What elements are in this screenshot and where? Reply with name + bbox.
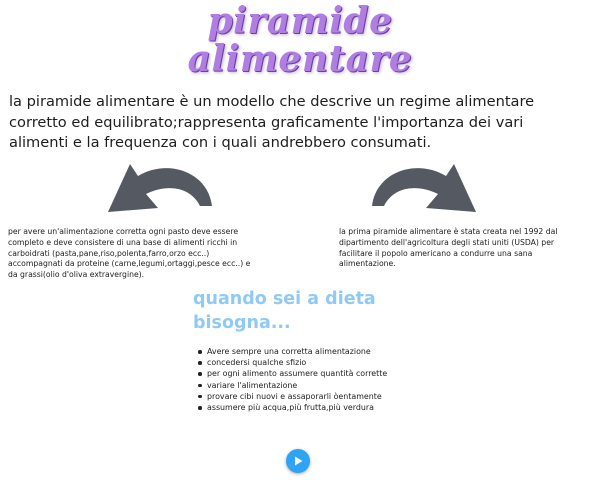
list-item: provare cibi nuovi e assaporarli òentamente	[197, 391, 387, 402]
list-item: Avere sempre una corretta alimentazione	[197, 346, 387, 357]
intro-paragraph: la piramide alimentare è un modello che descrive un regime alimentare corretto ed equilibrato;rappresenta graficamente l'importanza dei vari alimenti e la frequenza con i quali andrebbero consumati.	[9, 93, 535, 151]
page-title-line-2: alimentare	[187, 38, 413, 80]
diet-tips-list	[197, 346, 387, 413]
play-icon	[292, 455, 304, 467]
page-title-line-1: piramide	[207, 0, 393, 42]
list-item: assumere più acqua,più frutta,più verdura	[197, 402, 387, 413]
list-item: concedersi qualche sfizio	[197, 357, 387, 368]
diet-subheading	[193, 287, 413, 335]
right-info-paragraph: la prima piramide alimentare è stata creata nel 1992 dal dipartimento dell'agricoltura degli stati uniti (USDA) per facilitare il popolo americano a condurre una sana alimentazione.	[339, 227, 558, 269]
play-button[interactable]	[286, 449, 310, 473]
list-item: per ogni alimento assumere quantità corrette	[197, 368, 387, 379]
curved-arrow-left-icon	[104, 156, 216, 220]
diet-subheading-line-1: quando sei a dieta	[193, 289, 376, 309]
left-info-paragraph: per avere un'alimentazione corretta ogni pasto deve essere completo e deve consistere di una base di alimenti ricchi in carboidrati (pasta,pane,riso,polenta,farro,orzo ecc..) accompagnati da proteine (carne,legumi,ortaggi,pesce ecc..) e da grassi(olio d'oliva extravergine).	[8, 227, 251, 280]
curved-arrow-right-icon	[368, 156, 480, 220]
diet-subheading-line-2: bisogna...	[193, 313, 291, 333]
list-item: variare l'alimentazione	[197, 380, 387, 391]
